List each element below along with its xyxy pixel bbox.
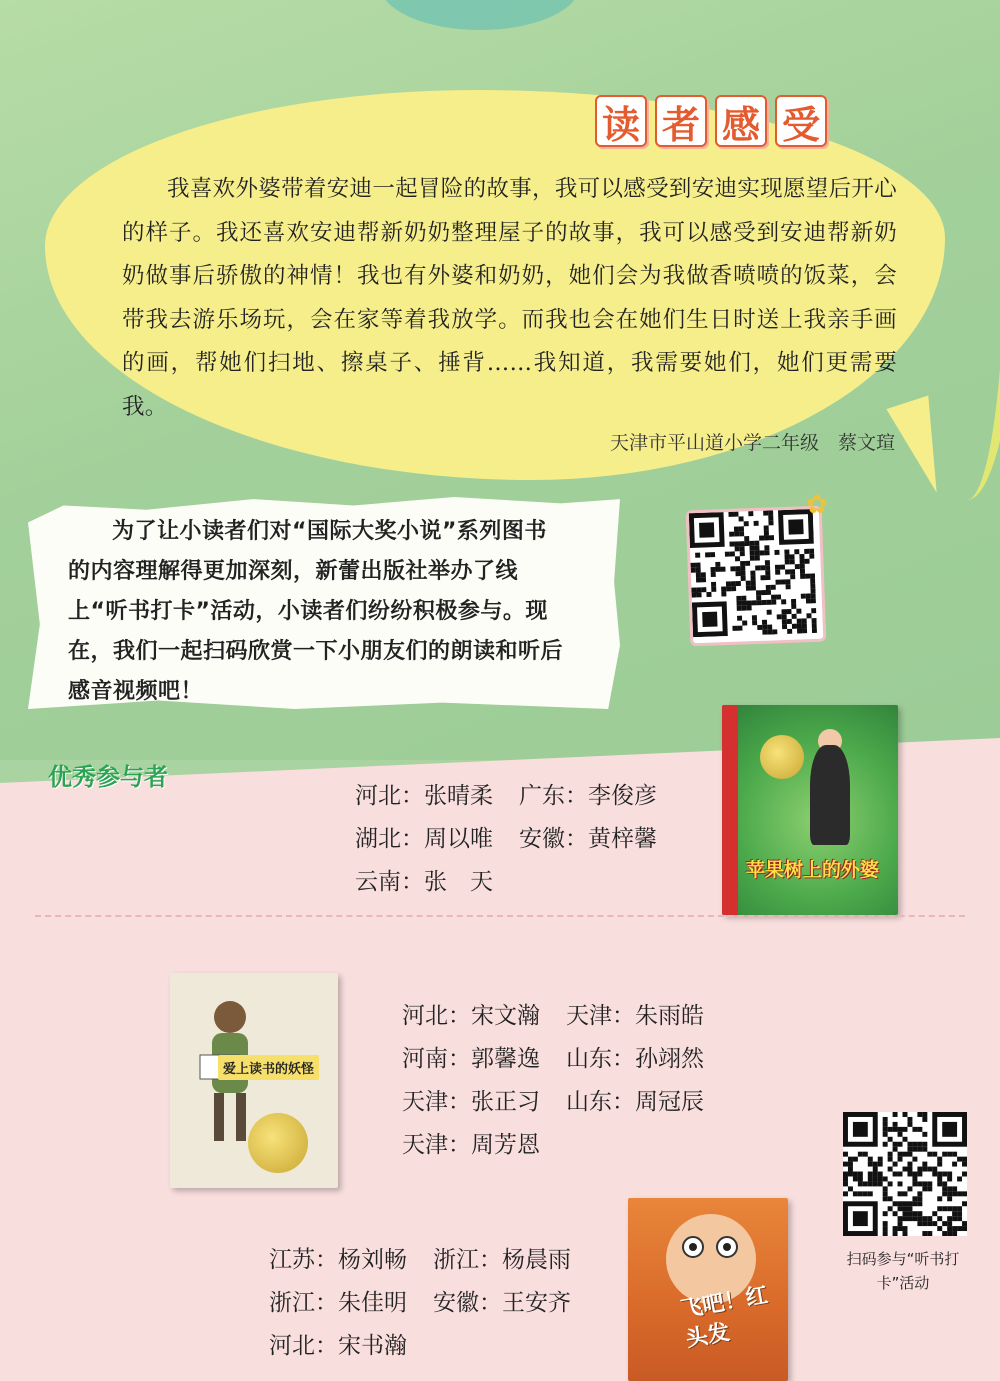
book-title: 苹果树上的外婆 [746, 859, 880, 881]
qr-code-checkin[interactable] [843, 1112, 967, 1236]
participant-name: 天津：张正习 [402, 1089, 540, 1115]
excellent-participants-title: 优秀参与者 [48, 763, 168, 791]
participant-row [269, 1325, 597, 1368]
star-sticker-icon: ✿ [806, 490, 828, 520]
qr-code-video[interactable] [686, 506, 827, 647]
award-medal-icon [248, 1113, 308, 1173]
participant-name: 山东：孙翊然 [566, 1046, 704, 1072]
participant-name: 浙江：杨晨雨 [433, 1247, 571, 1273]
participant-name: 河北：张晴柔 [355, 783, 493, 809]
title-char: 者 [655, 95, 707, 147]
book-title: 飞吧！红头发 [678, 1282, 770, 1353]
participant-row [402, 995, 730, 1038]
book-cover-reading-goblin [170, 973, 338, 1188]
participant-list-1 [355, 775, 683, 904]
participant-row [402, 1038, 730, 1081]
participant-row [355, 775, 683, 818]
eye-icon [682, 1236, 704, 1258]
book-cover-fly-red-hair [628, 1198, 788, 1381]
participant-name: 山东：周冠辰 [566, 1089, 704, 1115]
qr-code-icon [843, 1112, 967, 1236]
participant-name: 云南：张 天 [355, 869, 493, 895]
dashed-divider [35, 915, 965, 917]
reader-feeling-text: 我喜欢外婆带着安迪一起冒险的故事，我可以感受到安迪实现愿望后开心的样子。我还喜欢安迪帮新奶奶整理屋子的故事，我可以感受到安迪帮新奶奶做事后骄傲的神情！我也有外婆和奶奶，她们会为我做香喷喷的饭菜，会带我去游乐场玩，会在家等着我放学。而我也会在她们生日时送上我亲手画的画，帮她们扫地、擦桌子、捶背……我知道，我需要她们，她们更需要我。 [122, 176, 897, 420]
participant-name: 安徽：黄梓馨 [519, 826, 657, 852]
participant-row [355, 861, 683, 904]
participant-name: 江苏：杨刘畅 [269, 1247, 407, 1273]
grandma-figure [810, 745, 850, 845]
participant-name: 河南：郭馨逸 [402, 1046, 540, 1072]
award-medal-icon [760, 735, 804, 779]
participant-name: 安徽：王安齐 [433, 1290, 571, 1316]
qr-code-icon [689, 509, 817, 637]
reader-feeling-title [595, 95, 827, 147]
participant-name: 河北：宋文瀚 [402, 1003, 540, 1029]
participant-name: 广东：李俊彦 [519, 783, 657, 809]
participant-row [402, 1124, 730, 1167]
pupil [689, 1243, 697, 1251]
participant-name: 河北：宋书瀚 [269, 1333, 407, 1359]
eye-icon [716, 1236, 738, 1258]
participant-row [269, 1282, 597, 1325]
participant-row [355, 818, 683, 861]
participant-name: 浙江：朱佳明 [269, 1290, 407, 1316]
participant-name: 湖北：周以唯 [355, 826, 493, 852]
reader-signature: 天津市平山道小学二年级 蔡文瑄 [609, 432, 895, 454]
book-cover-apple-tree-grandma [722, 705, 898, 915]
participant-row [269, 1239, 597, 1282]
book-title: 爱上读书的妖怪 [218, 1055, 319, 1080]
activity-description: 为了让小读者们对“国际大奖小说”系列图书的内容理解得更加深刻，新蕾出版社举办了线上“听书打卡”活动，小读者们纷纷积极参与。现在，我们一起扫码欣赏一下小朋友们的朗读和听后感音视频吧！ [68, 519, 564, 704]
book-spine-stripe [722, 705, 738, 915]
participant-name: 天津：朱雨皓 [566, 1003, 704, 1029]
participant-list-2 [402, 995, 730, 1167]
pupil [723, 1243, 731, 1251]
participant-name: 天津：周芳恩 [402, 1132, 540, 1158]
participant-row [402, 1081, 730, 1124]
participant-list-3 [269, 1239, 597, 1368]
title-char: 读 [595, 95, 647, 147]
title-char: 感 [715, 95, 767, 147]
title-char: 受 [775, 95, 827, 147]
qr-caption: 扫码参与“听书打卡”活动 [846, 1250, 960, 1292]
